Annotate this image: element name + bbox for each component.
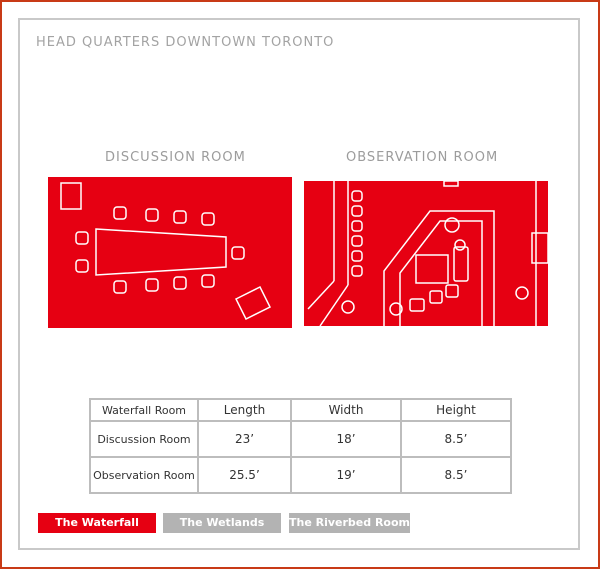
table-row	[90, 457, 511, 493]
table-cell: 8.5’	[401, 457, 511, 493]
observation-room-floor-plan	[304, 181, 548, 326]
tab-riverbed-room[interactable]: The Riverbed Room	[289, 513, 410, 533]
table-header-row	[90, 399, 511, 421]
table-header-cell: Length	[198, 399, 291, 421]
discussion-room-label: DISCUSSION ROOM	[105, 150, 246, 165]
room-dimensions-table	[89, 398, 512, 494]
table-header-cell: Waterfall Room	[90, 399, 198, 421]
tab-waterfall-room[interactable]: The Waterfall Room	[38, 513, 156, 533]
tab-wetlands-room[interactable]: The Wetlands Room	[163, 513, 281, 533]
table-cell: Observation Room	[90, 457, 198, 493]
table-header-cell: Height	[401, 399, 511, 421]
page-title: HEAD QUARTERS DOWNTOWN TORONTO	[36, 35, 335, 50]
table-cell: 18’	[291, 421, 401, 457]
table-cell: 8.5’	[401, 421, 511, 457]
discussion-room-floor-plan	[48, 177, 292, 328]
observation-room-label: OBSERVATION ROOM	[346, 150, 499, 165]
table-cell: 19’	[291, 457, 401, 493]
table-row	[90, 421, 511, 457]
table-header-cell: Width	[291, 399, 401, 421]
table-cell: 25.5’	[198, 457, 291, 493]
table-cell: 23’	[198, 421, 291, 457]
table-cell: Discussion Room	[90, 421, 198, 457]
